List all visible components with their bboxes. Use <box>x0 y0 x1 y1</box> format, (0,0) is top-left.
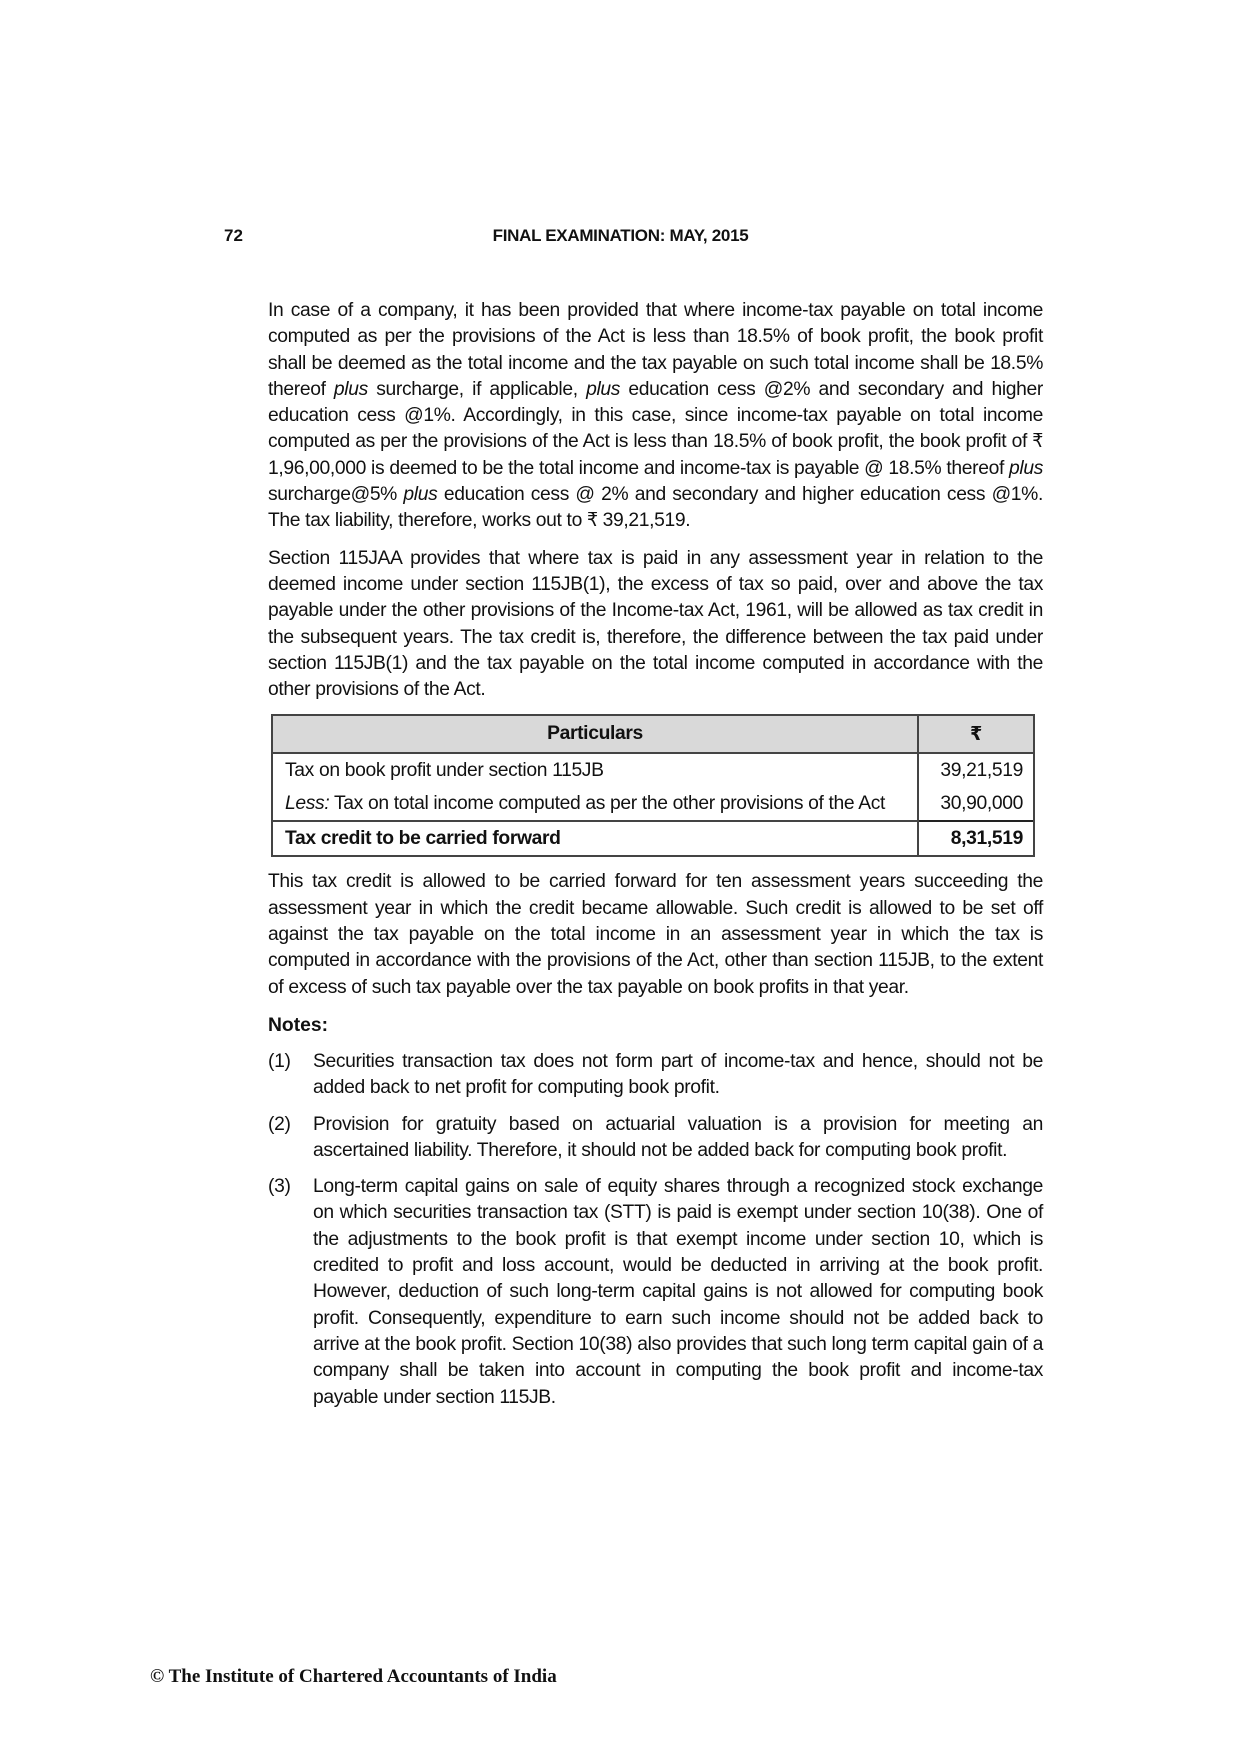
note-item <box>268 1112 1043 1165</box>
row-label-text: Tax on total income computed as per the other provisions of the Act <box>329 792 886 814</box>
row-amount: 30,90,000 <box>918 787 1034 821</box>
emphasis-plus: plus <box>586 378 621 400</box>
footer-copyright: © The Institute of Chartered Accountants of India <box>150 1666 557 1687</box>
text-run: education cess @2% and secondary and higher education cess @1%. Accordingly, in this case, since income-tax payable on total income computed as per the provisions of the Act is less than 18.5% of book profit, the book profit of ₹ 1,96,00,000 is deemed to be the total income and income-tax is payable @ 18.5% thereof <box>268 378 1043 479</box>
emphasis-plus: plus <box>403 484 438 506</box>
page-number: 72 <box>224 226 243 245</box>
less-prefix: Less: <box>285 792 330 814</box>
paragraph-carry-forward: This tax credit is allowed to be carried forward for ten assessment years succeeding the assessment year in which the credit became allowable. Such credit is allowed to be set off against the tax payable on the total income in an assessment year in which the tax is computed in accordance with the provisions of the Act, other than section 115JB, to the extent of excess of such tax payable over the tax payable on book profits in that year. <box>268 871 1043 998</box>
note-text: Provision for gratuity based on actuarial valuation is a provision for meeting an ascertained liability. Therefore, it should not be added back for computing book profit. <box>313 1113 1043 1161</box>
text-run: surcharge@5% <box>268 484 404 506</box>
row-label: Tax credit to be carried forward <box>272 821 918 856</box>
column-header-particulars: Particulars <box>272 715 918 753</box>
notes-heading: Notes: <box>268 1014 328 1036</box>
tax-credit-table <box>271 714 1035 857</box>
note-text: Long-term capital gains on sale of equity shares through a recognized stock exchange on which securities transaction tax (STT) is paid is exempt under section 10(38). One of the adjustments to the book profit is that exempt income under section 10, which is credited to profit and loss account, would be deducted in arriving at the book profit. However, deduction of such long-term capital gains is not allowed for computing book profit. Consequently, expenditure to earn such income should not be added back to arrive at the book profit. Section 10(38) also provides that such long term capital gain of a company shall be taken into account in computing the book profit and income-tax payable under section 115JB. <box>313 1176 1043 1408</box>
table-row <box>272 753 1034 787</box>
row-label <box>272 787 918 821</box>
text-run: education cess @ 2% and secondary and higher education cess @1%. The tax liability, therefore, works out to ₹ 39,21,519. <box>268 484 1043 532</box>
table-header-row <box>272 715 1034 753</box>
emphasis-plus: plus <box>1009 457 1043 479</box>
row-label: Tax on book profit under section 115JB <box>272 753 918 787</box>
table-row <box>272 787 1034 821</box>
text-run: In case of a company, it has been provided that where income-tax payable on total income computed as per the provisions of the Act is less than 18.5% of book profit, the book profit shall be deemed as the total income and the tax payable on such total income shall be 18.5% thereof <box>268 300 1043 400</box>
column-header-rupee: ₹ <box>918 715 1034 753</box>
emphasis-plus: plus <box>333 378 368 400</box>
note-number: (2) <box>268 1113 291 1135</box>
table-row-total <box>272 821 1034 856</box>
note-number: (1) <box>268 1050 291 1072</box>
row-amount: 8,31,519 <box>918 821 1034 856</box>
note-item <box>268 1049 1043 1102</box>
note-number: (3) <box>268 1176 291 1198</box>
paragraph-tax-liability <box>268 298 1043 535</box>
text-run: surcharge, if applicable, <box>367 378 587 400</box>
page-content <box>268 298 1043 1421</box>
running-head-title: FINAL EXAMINATION: MAY, 2015 <box>492 226 749 245</box>
note-item <box>268 1174 1043 1411</box>
paragraph-section-115jaa: Section 115JAA provides that where tax is paid in any assessment year in relation to the deemed income under section 115JB(1), the excess of tax so paid, over and above the tax payable under the other provisions of the Income-tax Act, 1961, will be allowed as tax credit in the subsequent years. The tax credit is, therefore, the difference between the tax paid under section 115JB(1) and the tax payable on the total income computed in accordance with the other provisions of the Act. <box>268 547 1043 701</box>
note-text: Securities transaction tax does not form part of income-tax and hence, should not be added back to net profit for computing book profit. <box>313 1050 1043 1099</box>
row-amount: 39,21,519 <box>918 753 1034 787</box>
